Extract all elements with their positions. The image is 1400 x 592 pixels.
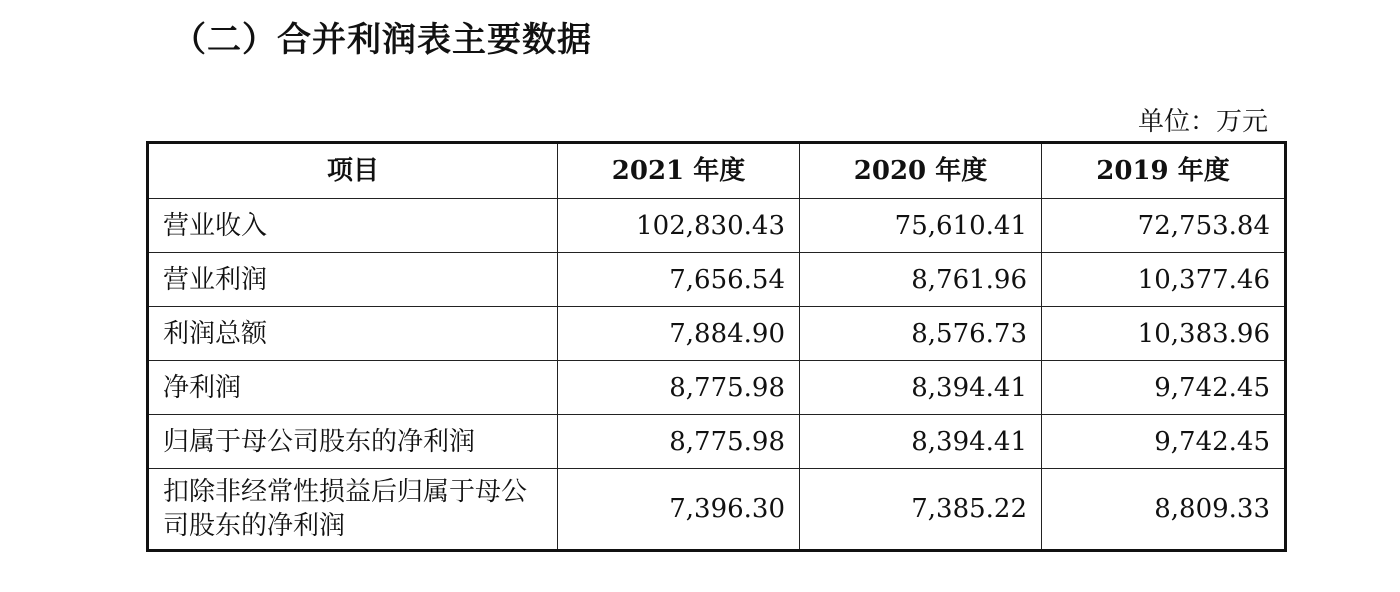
cell-2021: 102,830.43 <box>558 199 800 253</box>
table-row <box>148 307 1286 361</box>
header-2020: 2020 年度 <box>800 143 1042 199</box>
cell-2019: 9,742.45 <box>1042 415 1286 469</box>
cell-2021: 7,884.90 <box>558 307 800 361</box>
row-label: 营业利润 <box>148 253 558 307</box>
row-label: 净利润 <box>148 361 558 415</box>
table-row <box>148 469 1286 551</box>
header-2021: 2021 年度 <box>558 143 800 199</box>
row-label: 营业收入 <box>148 199 558 253</box>
page-title: （二）合并利润表主要数据 <box>172 20 592 60</box>
cell-2021: 7,396.30 <box>558 469 800 551</box>
income-statement-table <box>146 141 1287 552</box>
unit-label: 单位：万元 <box>1137 107 1268 137</box>
table-row <box>148 199 1286 253</box>
cell-2021: 8,775.98 <box>558 361 800 415</box>
cell-2019: 10,383.96 <box>1042 307 1286 361</box>
header-item: 项目 <box>148 143 558 199</box>
cell-2020: 8,394.41 <box>800 415 1042 469</box>
cell-2020: 7,385.22 <box>800 469 1042 551</box>
cell-2019: 9,742.45 <box>1042 361 1286 415</box>
cell-2020: 8,761.96 <box>800 253 1042 307</box>
row-label: 归属于母公司股东的净利润 <box>148 415 558 469</box>
table-header-row <box>148 143 1286 199</box>
cell-2020: 75,610.41 <box>800 199 1042 253</box>
cell-2021: 8,775.98 <box>558 415 800 469</box>
table-row <box>148 253 1286 307</box>
row-label: 扣除非经常性损益后归属于母公司股东的净利润 <box>148 469 558 551</box>
header-2019: 2019 年度 <box>1042 143 1286 199</box>
cell-2019: 72,753.84 <box>1042 199 1286 253</box>
cell-2021: 7,656.54 <box>558 253 800 307</box>
cell-2020: 8,394.41 <box>800 361 1042 415</box>
cell-2019: 10,377.46 <box>1042 253 1286 307</box>
row-label: 利润总额 <box>148 307 558 361</box>
table-row <box>148 361 1286 415</box>
cell-2019: 8,809.33 <box>1042 469 1286 551</box>
cell-2020: 8,576.73 <box>800 307 1042 361</box>
table-row <box>148 415 1286 469</box>
